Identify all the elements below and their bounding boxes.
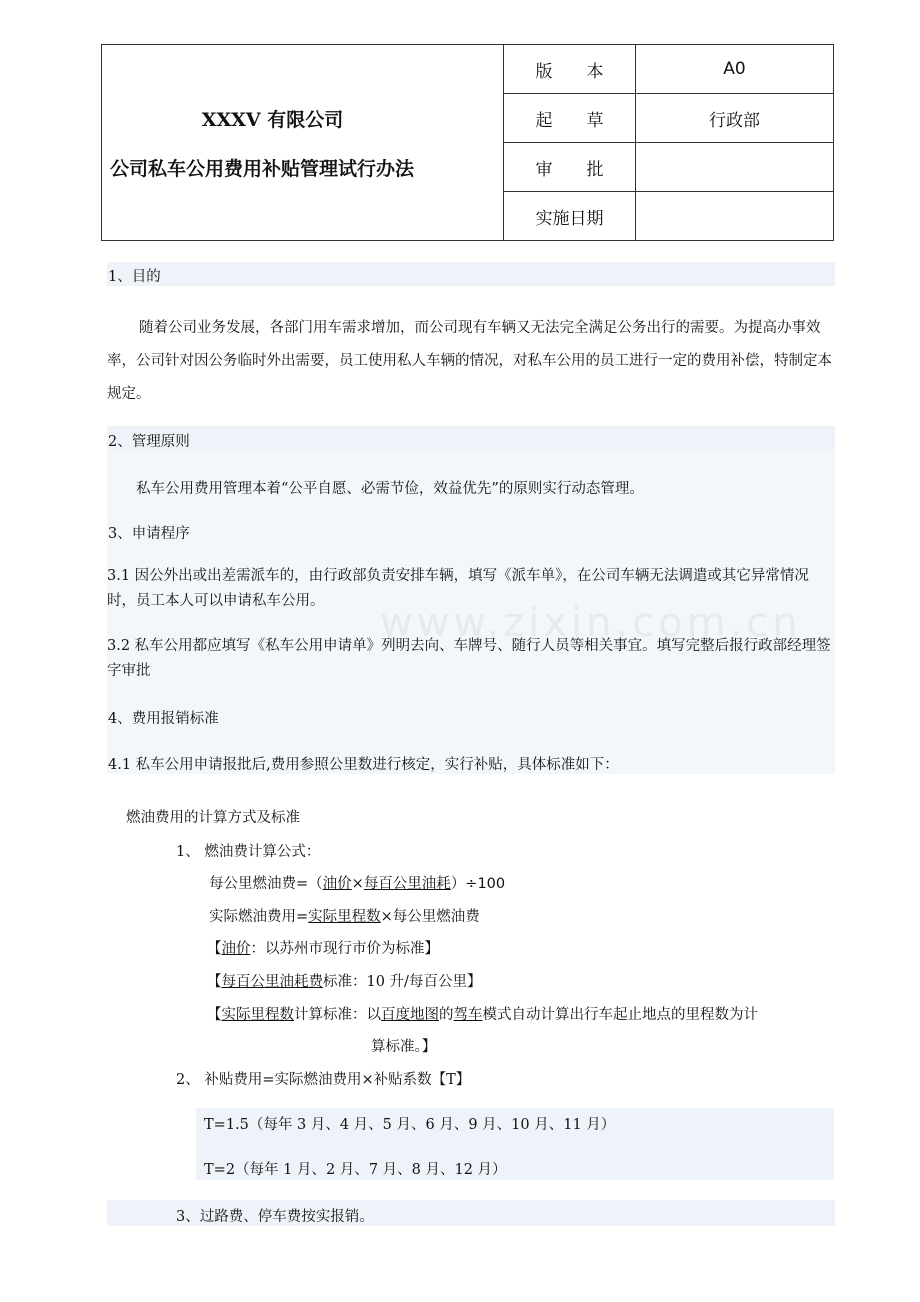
drafted-value: 行政部 (636, 94, 834, 143)
driving-term: 驾车 (453, 1007, 483, 1023)
shade-band (107, 426, 835, 450)
section-4-1: 4.1 私车公用申请报批后,费用参照公里数进行核定，实行补贴，具体标准如下： (108, 757, 619, 773)
formula-2-tail: ×每公里燃油费 (380, 909, 480, 925)
coefficient-1-5: T=1.5（每年 3 月、4 月、5 月、6 月、9 月、10 月、11 月） (204, 1117, 616, 1133)
note-consumption-text: 标准：10 升/每百公里】 (323, 974, 482, 990)
coefficient-2: T=2（每年 1 月、2 月、7 月、8 月、12 月） (204, 1162, 507, 1178)
bracket-open: 【 (207, 941, 222, 957)
item-3: 3、过路费、停车费按实报销。 (176, 1209, 374, 1225)
watermark: www.zixin.com.cn (380, 600, 802, 646)
note-mileage-continued: 算标准。】 (371, 1039, 437, 1055)
approval-value (636, 143, 834, 192)
version-value: A0 (636, 45, 834, 94)
note-mileage-text-2: 模式自动计算出行车起止地点的里程数为计 (482, 1007, 758, 1023)
section-2-body: 私车公用费用管理本着“公平自愿、必需节俭，效益优先”的原则实行动态管理。 (136, 481, 644, 497)
bracket-open: 【 (207, 1007, 222, 1023)
consumption-term: 每百公里油耗费 (221, 974, 323, 990)
note-consumption (207, 970, 481, 991)
times-sign: × (351, 876, 364, 892)
oil-price-term: 油价 (322, 876, 352, 892)
note-mileage-text: 计算标准：以 (294, 1007, 381, 1023)
effective-date-value (636, 192, 834, 241)
formula-1 (209, 872, 505, 893)
item-1: 1、 燃油费计算公式： (176, 844, 321, 860)
note-oil-price (207, 937, 439, 958)
note-mileage (207, 1003, 758, 1024)
mileage-term: 实际里程数 (308, 909, 381, 925)
title-cell (102, 45, 504, 241)
document-title: 公司私车公用费用补贴管理试行办法 (110, 157, 415, 180)
baidu-map-term: 百度地图 (381, 1007, 439, 1023)
section-3-2: 3.2 私车公用都应填写《私车公用申请单》列明去向、车牌号、随行人员等相关事宜。填写完整后报行政部经理签字审批 (107, 638, 831, 679)
formula-2-lead: 实际燃油费用= (209, 909, 309, 925)
document-header-table (101, 44, 834, 241)
version-label: 版 本 (504, 45, 636, 94)
section-1-title: 1、目的 (108, 269, 161, 285)
mileage-term: 实际里程数 (221, 1007, 294, 1023)
effective-date-label: 实施日期 (504, 192, 636, 241)
note-mileage-de: 的 (439, 1007, 454, 1023)
section-3-1: 3.1 因公外出或出差需派车的，由行政部负责安排车辆，填写《派车单》，在公司车辆无法调遣或其它异常情况时，员工本人可以申请私车公用。 (107, 568, 809, 609)
drafted-label: 起 草 (504, 94, 636, 143)
shade-band (107, 262, 835, 286)
formula-1-lead: 每公里燃油费=（ (209, 876, 323, 892)
company-name: XXXV 有限公司 (201, 108, 344, 131)
item-2: 2、 补贴费用=实际燃油费用×补贴系数【T】 (176, 1072, 471, 1088)
formula-2 (209, 905, 480, 926)
approval-label: 审 批 (504, 143, 636, 192)
section-2-title: 2、管理原则 (108, 434, 190, 450)
note-oil-price-text: ：以苏州市现行市价为标准】 (250, 941, 439, 957)
section-1-body: 随着公司业务发展，各部门用车需求增加，而公司现有车辆又无法完全满足公务出行的需要。为提高办事效率，公司针对因公务临时外出需要，员工使用私人车辆的情况，对私车公用的员工进行一定的费用补偿，特制定本规定。 (107, 320, 832, 402)
section-3-title: 3、申请程序 (108, 526, 190, 542)
formula-1-tail: ）÷100 (450, 876, 506, 892)
section-4-title: 4、费用报销标准 (108, 711, 219, 727)
oil-price-term: 油价 (221, 941, 251, 957)
consumption-term: 每百公里油耗 (363, 876, 451, 892)
bracket-open: 【 (207, 974, 222, 990)
fuel-section-title: 燃油费用的计算方式及标准 (126, 810, 300, 826)
